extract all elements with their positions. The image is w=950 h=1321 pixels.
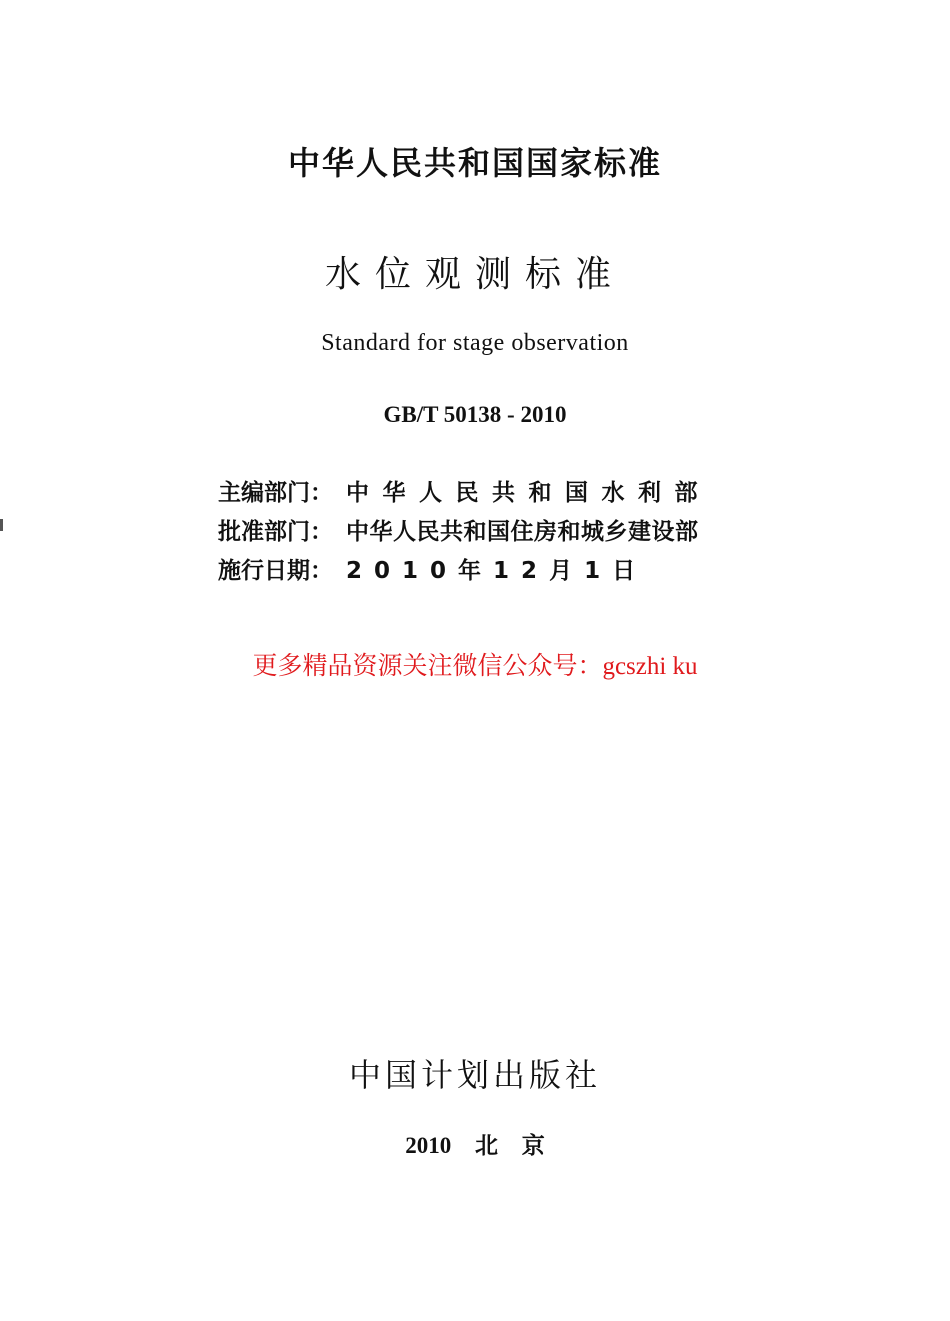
editor-department-value: 中华人民共和国水利部 bbox=[346, 480, 711, 506]
approver-department-value: 中华人民共和国住房和城乡建设部 bbox=[346, 519, 699, 545]
scan-edge-mark bbox=[0, 519, 3, 531]
effective-date-value: 2 0 1 0 年 1 2 月 1 日 bbox=[346, 558, 637, 584]
standard-title-english: Standard for stage observation bbox=[321, 330, 629, 356]
effective-date-row bbox=[218, 552, 778, 585]
standard-title-chinese: 水位观测标准 bbox=[324, 254, 625, 295]
approver-department-label: 批准部门： bbox=[218, 519, 333, 545]
publication-place-year: 2010 北 京 bbox=[405, 1133, 545, 1158]
editor-department-label: 主编部门： bbox=[218, 480, 333, 506]
approver-department-row bbox=[218, 513, 778, 546]
standard-code: GB/T 50138 - 2010 bbox=[383, 402, 567, 427]
editor-department-row bbox=[218, 474, 778, 507]
effective-date-label: 施行日期： bbox=[218, 558, 333, 584]
national-standard-heading: 中华人民共和国国家标准 bbox=[287, 144, 662, 182]
wechat-watermark-text: 更多精品资源关注微信公众号：gcszhi ku bbox=[252, 653, 698, 680]
publisher-name: 中国计划出版社 bbox=[348, 1056, 601, 1094]
